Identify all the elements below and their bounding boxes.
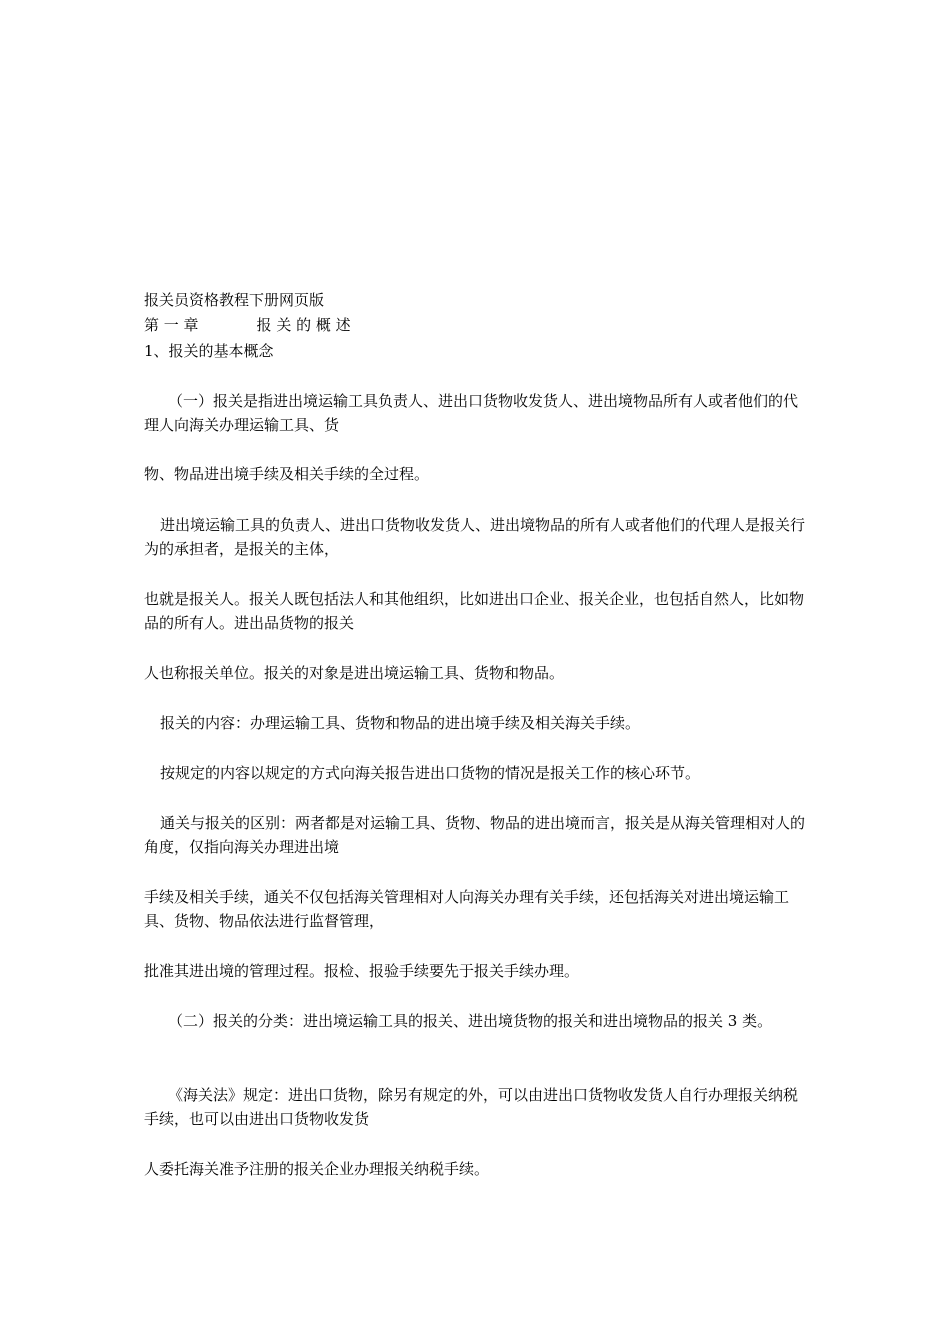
chapter-number: 第 一 章 <box>144 316 199 334</box>
paragraph: 人委托海关准予注册的报关企业办理报关纳税手续。 <box>144 1160 490 1178</box>
paragraph: 人也称报关单位。报关的对象是进出境运输工具、货物和物品。 <box>144 664 565 682</box>
paragraph: 报关的内容：办理运输工具、货物和物品的进出境手续及相关海关手续。 <box>160 714 641 732</box>
paragraph: 也就是报关人。报关人既包括法人和其他组织，比如进出口企业、报关企业，也包括自然人，比如物品的所有人。进出品货物的报关 <box>144 590 805 632</box>
paragraph: （一）报关是指进出境运输工具负责人、进出口货物收发货人、进出境物品所有人或者他们的代理人向海关办理运输工具、货 <box>144 392 799 434</box>
paragraph: 手续及相关手续，通关不仅包括海关管理相对人向海关办理有关手续，还包括海关对进出境运输工具、货物、物品依法进行监督管理， <box>144 888 790 930</box>
paragraph: （二）报关的分类：进出境运输工具的报关、进出境货物的报关和进出境物品的报关 3 类。 <box>168 1012 773 1030</box>
paragraph: 批准其进出境的管理过程。报检、报验手续要先于报关手续办理。 <box>144 962 580 980</box>
paragraph: 物、物品进出境手续及相关手续的全过程。 <box>144 465 430 483</box>
section-heading: 1、报关的基本概念 <box>144 342 274 360</box>
chapter-heading <box>144 313 351 337</box>
paragraph: 进出境运输工具的负责人、进出口货物收发货人、进出境物品的所有人或者他们的代理人是报关行为的承担者，是报关的主体， <box>144 516 806 558</box>
paragraph: 按规定的内容以规定的方式向海关报告进出口货物的情况是报关工作的核心环节。 <box>160 764 701 782</box>
paragraph: 《海关法》规定：进出口货物，除另有规定的外，可以由进出口货物收发货人自行办理报关纳税手续，也可以由进出口货物收发货 <box>144 1086 799 1128</box>
paragraph: 通关与报关的区别：两者都是对运输工具、货物、物品的进出境而言，报关是从海关管理相对人的角度，仅指向海关办理进出境 <box>144 814 806 856</box>
chapter-name: 报 关 的 概 述 <box>256 316 351 334</box>
document-title: 报关员资格教程下册网页版 <box>144 291 325 309</box>
